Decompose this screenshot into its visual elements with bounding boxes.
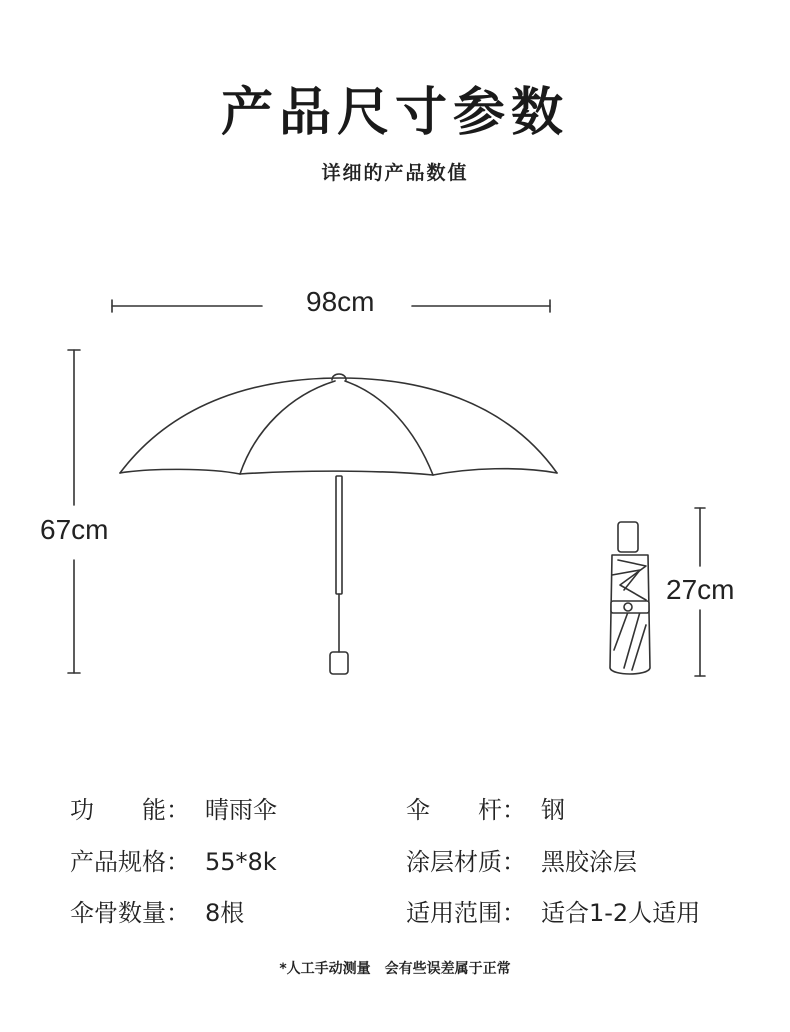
spec-key: 适用范围： — [406, 899, 526, 927]
spec-row — [406, 842, 637, 877]
folded-length-label: 27cm — [666, 574, 735, 605]
spec-value: 钢 — [541, 796, 565, 824]
page-title: 产品尺寸参数 — [220, 83, 569, 143]
spec-row — [70, 893, 244, 928]
spec-value: 适合1-2人适用 — [541, 899, 701, 927]
spec-value: 晴雨伞 — [205, 796, 277, 824]
spec-row — [70, 842, 277, 877]
width-label: 98cm — [306, 286, 375, 317]
canopy-rib-left — [120, 469, 240, 474]
spec-row — [406, 893, 700, 928]
canopy-outline — [120, 378, 557, 473]
spec-value: 8根 — [205, 899, 245, 927]
folded-body — [610, 555, 650, 674]
spec-row — [70, 790, 277, 825]
spec-value: 55*8k — [205, 848, 277, 876]
page-subtitle: 详细的产品数值 — [321, 162, 469, 184]
spec-row — [406, 790, 565, 825]
spec-key: 产品规格： — [70, 848, 190, 876]
folded-umbrella-icon — [610, 522, 650, 674]
folded-handle — [618, 522, 638, 552]
handle — [330, 652, 348, 674]
spec-key: 伞 杆： — [406, 796, 526, 824]
canopy-fold-right — [345, 381, 433, 475]
footnote: *人工手动测量 会有些误差属于正常 — [279, 961, 511, 977]
spec-key: 功 能： — [70, 796, 190, 824]
spec-key: 伞骨数量： — [70, 899, 190, 927]
spec-value: 黑胶涂层 — [541, 848, 637, 876]
height-dimension-line — [68, 350, 80, 673]
canopy-rib-center — [240, 471, 433, 475]
open-umbrella-icon — [120, 374, 557, 674]
shaft — [336, 476, 342, 594]
canopy-rib-right — [433, 469, 557, 475]
canopy-fold-left — [240, 381, 335, 474]
spec-key: 涂层材质： — [406, 848, 526, 876]
canopy-tip — [332, 374, 346, 380]
height-label: 67cm — [40, 514, 109, 545]
folded-snap — [624, 603, 632, 611]
